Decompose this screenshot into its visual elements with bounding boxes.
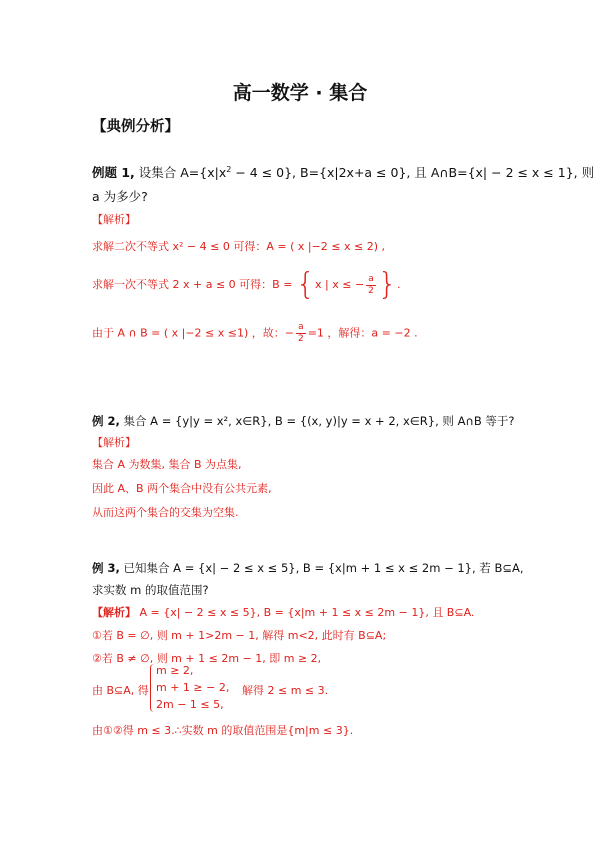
system-line-3: 2m − 1 ≤ 5, — [156, 698, 224, 711]
ex3-solution-line3: ②若 B ≠ ∅, 则 m + 1 ≤ 2m − 1, 即 m ≥ 2, — [92, 652, 322, 665]
system-line-1: m ≥ 2, — [156, 664, 194, 677]
page-title: 高一数学 · 集合 — [232, 82, 368, 104]
ex2-solution-line2: 因此 A、B 两个集合中没有公共元素, — [92, 482, 272, 495]
ex3-solution-line4-result: 解得 2 ≤ m ≤ 3. — [242, 684, 329, 697]
ex3-solution-line5: 由①②得 m ≤ 3.∴实数 m 的取值范围是{m|m ≤ 3}. — [92, 724, 354, 737]
ex3-solution-line1: 【解析】 A = {x| − 2 ≤ x ≤ 5}, B = {x|m + 1 ≤ x ≤ 2m − 1}, 且 B⊆A. — [92, 606, 475, 619]
ex1-question-line2: a 为多少? — [92, 189, 148, 204]
ex1-solution-line2: 求解一次不等式 2 x + a ≤ 0 可得：B = {x | x ≤ − $\frac{a}{2}$ }. — [92, 267, 401, 302]
ex3-analysis-label: 【解析】 — [92, 606, 136, 619]
ex3-solution-line2: ①若 B = ∅, 则 m + 1>2m − 1, 解得 m<2, 此时有 B⊆A; — [92, 629, 387, 642]
system-line-2: m + 1 ≥ − 2, — [156, 681, 230, 694]
ex3-question-line1: 例 3, 已知集合 A = {x| − 2 ≤ x ≤ 5}, B = {x|m + 1 ≤ x ≤ 2m − 1}, 若 B⊆A, — [92, 561, 524, 575]
ex3-solution-line4-prefix: 由 B⊆A, 得 — [92, 684, 149, 697]
ex1-solution-line3: 由于 A ∩ B = ( x |−2 ≤ x ≤1) ，故：− $\frac{a}{2}$ =1 ，解得：a = −2 . — [92, 322, 418, 344]
section-heading: 【典例分析】 — [92, 119, 179, 135]
ex3-label: 例 3, — [92, 561, 120, 575]
ex3-question-line2: 求实数 m 的取值范围? — [92, 583, 209, 597]
ex2-solution-line3: 从而这两个集合的交集为空集. — [92, 506, 239, 519]
ex1-label: 例题 1, — [92, 165, 135, 180]
ex1-analysis-label: 【解析】 — [92, 213, 136, 226]
ex1-fraction-a-over-2-b: $\frac{a}{2}$ — [297, 322, 304, 344]
ex1-fraction-a-over-2: $\frac{a}{2}$ — [368, 273, 374, 296]
ex1-solution-line1: 求解二次不等式 x² − 4 ≤ 0 可得：A = ( x |−2 ≤ x ≤ 2) , — [92, 240, 385, 253]
ex1-question-line1: 例题 1, 设集合 $A=\{x|x^2 - 4 \le 0\}$, B={x|2x+a ≤ 0}, 且 A∩B={x| − 2 ≤ x ≤ 1}, 则 — [92, 164, 595, 180]
ex2-analysis-label: 【解析】 — [92, 436, 136, 449]
ex2-label: 例 2, — [92, 414, 120, 428]
ex2-solution-line1: 集合 A 为数集, 集合 B 为点集, — [92, 458, 242, 471]
ex2-question: 例 2, 集合 A = {y|y = x², x∈R}, B = {(x, y)|y = x + 2, x∈R}, 则 A∩B 等于? — [92, 414, 515, 428]
